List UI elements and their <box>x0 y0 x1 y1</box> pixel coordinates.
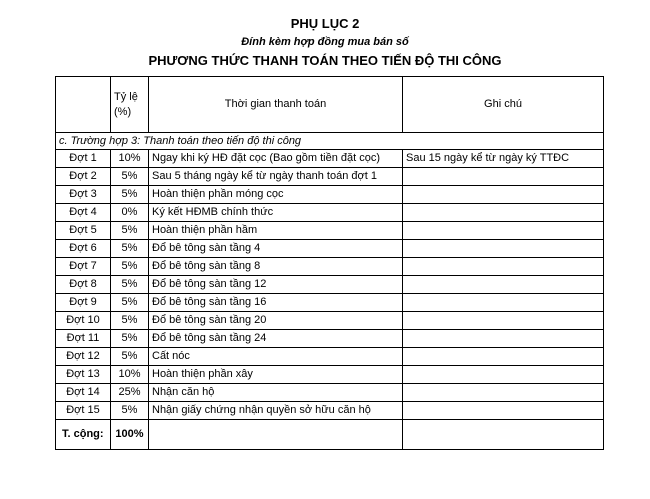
table-row <box>56 294 604 312</box>
payment-time-cell: Sau 5 tháng ngày kể từ ngày thanh toán đợt 1 <box>149 168 403 186</box>
table-row <box>56 384 604 402</box>
payment-time-cell: Ngay khi ký HĐ đặt cọc (Bao gồm tiền đặt cọc) <box>149 150 403 168</box>
case-label: c. Trường hợp 3: Thanh toán theo tiến độ thi công <box>56 133 604 150</box>
note-cell <box>403 384 604 402</box>
stage-cell: Đợt 9 <box>56 294 111 312</box>
payment-time-cell: Hoàn thiện phần xây <box>149 366 403 384</box>
total-time-cell <box>149 420 403 450</box>
table-row <box>56 222 604 240</box>
percent-cell: 5% <box>111 222 149 240</box>
note-cell <box>403 204 604 222</box>
note-cell <box>403 186 604 204</box>
payment-time-cell: Nhận căn hộ <box>149 384 403 402</box>
percent-cell: 5% <box>111 276 149 294</box>
stage-cell: Đợt 3 <box>56 186 111 204</box>
payment-time-cell: Đổ bê tông sàn tầng 20 <box>149 312 403 330</box>
stage-cell: Đợt 1 <box>56 150 111 168</box>
table-row <box>56 186 604 204</box>
note-cell <box>403 258 604 276</box>
stage-cell: Đợt 11 <box>56 330 111 348</box>
note-cell <box>403 402 604 420</box>
table-row <box>56 258 604 276</box>
note-cell: Sau 15 ngày kể từ ngày ký TTĐC <box>403 150 604 168</box>
payment-time-cell: Đổ bê tông sàn tầng 24 <box>149 330 403 348</box>
note-cell <box>403 240 604 258</box>
percent-cell: 10% <box>111 366 149 384</box>
stage-cell: Đợt 10 <box>56 312 111 330</box>
percent-cell: 5% <box>111 240 149 258</box>
table-header-row <box>56 77 604 133</box>
note-cell <box>403 312 604 330</box>
payment-time-cell: Hoàn thiện phần hầm <box>149 222 403 240</box>
table-row <box>56 276 604 294</box>
percent-cell: 5% <box>111 402 149 420</box>
table-row <box>56 150 604 168</box>
table-row <box>56 330 604 348</box>
table-row <box>56 366 604 384</box>
percent-cell: 0% <box>111 204 149 222</box>
table-row <box>56 348 604 366</box>
table-row <box>56 168 604 186</box>
payment-time-cell: Nhận giấy chứng nhận quyền sở hữu căn hộ <box>149 402 403 420</box>
case-row <box>56 133 604 150</box>
payment-time-cell: Đổ bê tông sàn tầng 4 <box>149 240 403 258</box>
note-cell <box>403 330 604 348</box>
percent-cell: 5% <box>111 258 149 276</box>
note-cell <box>403 276 604 294</box>
percent-header-line1: Tỷ lệ <box>114 90 138 103</box>
note-column-header: Ghi chú <box>403 77 604 133</box>
stage-cell: Đợt 4 <box>56 204 111 222</box>
stage-cell: Đợt 14 <box>56 384 111 402</box>
payment-time-cell: Hoàn thiện phần móng cọc <box>149 186 403 204</box>
percent-cell: 25% <box>111 384 149 402</box>
payment-time-cell: Ký kết HĐMB chính thức <box>149 204 403 222</box>
table-row <box>56 312 604 330</box>
percent-cell: 5% <box>111 330 149 348</box>
stage-cell: Đợt 15 <box>56 402 111 420</box>
payment-time-cell: Đổ bê tông sàn tầng 12 <box>149 276 403 294</box>
total-note-cell <box>403 420 604 450</box>
percent-cell: 5% <box>111 168 149 186</box>
note-cell <box>403 348 604 366</box>
stage-cell: Đợt 7 <box>56 258 111 276</box>
total-label: T. cộng: <box>56 420 111 450</box>
note-cell <box>403 366 604 384</box>
contract-subtitle: Đính kèm hợp đồng mua bán số <box>241 36 409 48</box>
percent-cell: 5% <box>111 312 149 330</box>
payment-time-cell: Đổ bê tông sàn tầng 8 <box>149 258 403 276</box>
note-cell <box>403 222 604 240</box>
percent-cell: 5% <box>111 186 149 204</box>
payment-schedule-table <box>55 76 604 450</box>
stage-cell: Đợt 8 <box>56 276 111 294</box>
total-percent: 100% <box>111 420 149 450</box>
stage-cell: Đợt 5 <box>56 222 111 240</box>
percent-cell: 5% <box>111 294 149 312</box>
stage-cell: Đợt 6 <box>56 240 111 258</box>
payment-method-heading: PHƯƠNG THỨC THANH TOÁN THEO TIẾN ĐỘ THI CÔNG <box>148 53 502 68</box>
percent-column-header <box>111 77 149 133</box>
stage-cell: Đợt 2 <box>56 168 111 186</box>
stage-cell: Đợt 13 <box>56 366 111 384</box>
payment-time-cell: Cất nóc <box>149 348 403 366</box>
percent-cell: 5% <box>111 348 149 366</box>
appendix-title: PHỤ LỤC 2 <box>290 16 360 31</box>
stage-cell: Đợt 12 <box>56 348 111 366</box>
stage-column-header <box>56 77 111 133</box>
note-cell <box>403 294 604 312</box>
table-row <box>56 240 604 258</box>
percent-header-line2: (%) <box>114 105 132 118</box>
payment-time-cell: Đổ bê tông sàn tầng 16 <box>149 294 403 312</box>
table-row <box>56 204 604 222</box>
note-cell <box>403 168 604 186</box>
table-row <box>56 402 604 420</box>
percent-cell: 10% <box>111 150 149 168</box>
time-column-header: Thời gian thanh toán <box>149 77 403 133</box>
total-row <box>56 420 604 450</box>
